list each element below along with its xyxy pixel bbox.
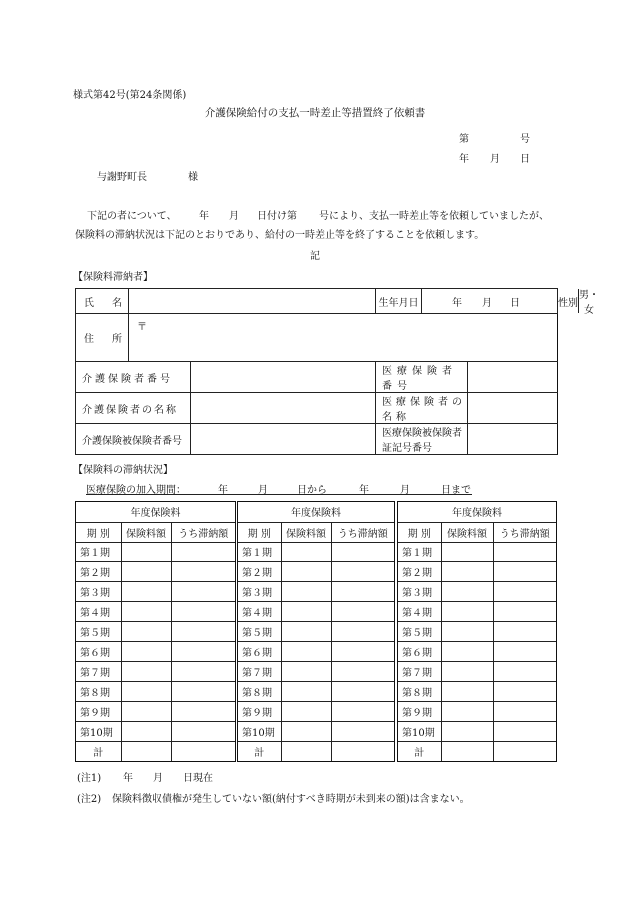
premium-cell[interactable] xyxy=(441,642,493,662)
section-title-payment-status: 【保険料の滞納状況】 xyxy=(73,465,173,476)
period-label: 第５期 xyxy=(238,622,281,642)
premium-cell[interactable] xyxy=(441,662,493,682)
premium-cell[interactable] xyxy=(281,602,331,622)
period-to-day: 日まで xyxy=(441,485,471,496)
premium-cell[interactable] xyxy=(281,662,331,682)
address-label-2: 所 xyxy=(112,334,122,345)
premium-cell[interactable] xyxy=(121,682,171,702)
doc-number-go: 号 xyxy=(520,134,530,145)
period-label: 第10期 xyxy=(398,722,441,742)
premium-cell[interactable] xyxy=(121,642,171,662)
form-number: 様式第42号(第24条関係) xyxy=(73,90,187,101)
name-label-2: 名 xyxy=(112,297,122,309)
premium-cell[interactable] xyxy=(441,682,493,702)
document-title: 介護保険給付の支払一時差止等措置終了依頼書 xyxy=(204,107,426,119)
col-period-header: 期 別 xyxy=(76,522,121,542)
fiscal-year-header: 年度保険料 xyxy=(238,502,394,522)
insurance-period-line xyxy=(86,481,472,495)
payment-table-3 xyxy=(397,501,557,762)
delinquent-cell[interactable] xyxy=(171,702,235,722)
sex-label-2: 別 xyxy=(568,297,579,309)
col-premium-header: 保険料額 xyxy=(441,522,493,542)
total-label: 計 xyxy=(238,742,281,761)
period-from-year: 年 xyxy=(218,485,228,496)
birth-day: 日 xyxy=(510,298,521,309)
period-label: 第７期 xyxy=(238,662,281,682)
fiscal-year-header: 年度保険料 xyxy=(398,502,556,522)
period-label: 第６期 xyxy=(398,642,441,662)
period-label: 第８期 xyxy=(398,682,441,702)
delinquent-cell[interactable] xyxy=(493,542,556,562)
medical-insured-card-label: 医療保険被保険者証記号番号 xyxy=(376,424,468,455)
premium-total-cell[interactable] xyxy=(281,742,331,761)
medical-insured-card-field[interactable] xyxy=(468,424,558,455)
premium-cell[interactable] xyxy=(441,582,493,602)
note-2-label: (注2) xyxy=(77,794,102,805)
period-label: 第７期 xyxy=(76,662,121,682)
note-1-label: (注1) xyxy=(77,773,102,784)
delinquent-cell[interactable] xyxy=(493,642,556,662)
addressee-name: 与謝野町長 xyxy=(97,172,147,183)
premium-cell[interactable] xyxy=(441,562,493,582)
note-2-text: 保険料徴収債権が発生していない額(納付すべき時期が未到来の額)は含まない。 xyxy=(112,794,470,805)
delinquent-cell[interactable] xyxy=(493,602,556,622)
premium-cell[interactable] xyxy=(281,702,331,722)
delinquent-cell[interactable] xyxy=(171,642,235,662)
delinquent-cell[interactable] xyxy=(493,562,556,582)
period-label: 第９期 xyxy=(398,702,441,722)
premium-cell[interactable] xyxy=(441,702,493,722)
period-label: 第２期 xyxy=(76,562,121,582)
note-1-year: 年 xyxy=(123,773,133,784)
section-title-delinquent: 【保険料滞納者】 xyxy=(73,272,153,283)
premium-cell[interactable] xyxy=(281,562,331,582)
col-period-header: 期 別 xyxy=(398,522,441,542)
premium-cell[interactable] xyxy=(441,602,493,622)
date-day: 日 xyxy=(520,154,530,165)
period-label: 第８期 xyxy=(238,682,281,702)
delinquent-cell[interactable] xyxy=(331,582,394,602)
delinquent-cell[interactable] xyxy=(331,642,394,662)
period-label: 第５期 xyxy=(398,622,441,642)
address-field[interactable] xyxy=(129,314,558,362)
col-premium-header: 保険料額 xyxy=(121,522,171,542)
premium-cell[interactable] xyxy=(121,562,171,582)
body-text-2: 保険料の滞納状況は下記のとおりであり、給付の一時差止等を終了することを依頼します。 xyxy=(75,230,485,241)
period-label: 第９期 xyxy=(76,702,121,722)
period-label: 第１期 xyxy=(398,542,441,562)
body-text-1b: 年 xyxy=(199,211,209,222)
period-label: 第３期 xyxy=(398,582,441,602)
total-label: 計 xyxy=(398,742,441,761)
delinquent-cell[interactable] xyxy=(331,562,394,582)
delinquent-cell[interactable] xyxy=(331,602,394,622)
period-label: 第１期 xyxy=(76,542,121,562)
note-1-day: 日現在 xyxy=(183,773,213,784)
delinquent-cell[interactable] xyxy=(171,682,235,702)
period-label: 第10期 xyxy=(238,722,281,742)
premium-cell[interactable] xyxy=(281,542,331,562)
period-to-month: 月 xyxy=(400,485,410,496)
payment-table-1 xyxy=(75,501,236,762)
premium-cell[interactable] xyxy=(441,542,493,562)
delinquent-cell[interactable] xyxy=(493,682,556,702)
period-label: 第10期 xyxy=(76,722,121,742)
premium-cell[interactable] xyxy=(121,722,171,742)
postal-mark: 〒 xyxy=(137,322,147,333)
delinquent-cell[interactable] xyxy=(493,722,556,742)
period-label: 第３期 xyxy=(238,582,281,602)
premium-cell[interactable] xyxy=(121,662,171,682)
period-label: 第１期 xyxy=(238,542,281,562)
period-label: 第９期 xyxy=(238,702,281,722)
period-label: 第７期 xyxy=(398,662,441,682)
premium-total-cell[interactable] xyxy=(441,742,493,761)
period-label: 第５期 xyxy=(76,622,121,642)
col-delinquent-header: うち滞納額 xyxy=(331,522,394,542)
delinquent-cell[interactable] xyxy=(171,602,235,622)
premium-cell[interactable] xyxy=(441,722,493,742)
payment-table-2 xyxy=(237,501,395,762)
medical-insurer-name-field[interactable] xyxy=(468,393,558,424)
care-insurer-name-field[interactable] xyxy=(191,393,376,424)
premium-cell[interactable] xyxy=(281,642,331,662)
delinquent-cell[interactable] xyxy=(493,622,556,642)
col-delinquent-header: うち滞納額 xyxy=(171,522,235,542)
body-text-1e: 号により、支払一時差止等を依頼していましたが、 xyxy=(319,211,549,222)
care-insurer-number-label: 介護保険者番号 xyxy=(76,362,191,393)
premium-cell[interactable] xyxy=(121,602,171,622)
date-year: 年 xyxy=(459,154,469,165)
period-label: 第８期 xyxy=(76,682,121,702)
premium-cell[interactable] xyxy=(281,582,331,602)
premium-cell[interactable] xyxy=(121,582,171,602)
period-label: 第３期 xyxy=(76,582,121,602)
medical-insurer-number-label: 医療保険者番号 xyxy=(376,362,468,393)
premium-cell[interactable] xyxy=(121,542,171,562)
col-period-header: 期 別 xyxy=(238,522,281,542)
delinquent-cell[interactable] xyxy=(171,722,235,742)
doc-number-dai: 第 xyxy=(459,134,469,145)
medical-insurer-name-label: 医療保険者の名称 xyxy=(376,393,468,424)
delinquent-cell[interactable] xyxy=(171,662,235,682)
delinquent-cell[interactable] xyxy=(171,622,235,642)
premium-cell[interactable] xyxy=(281,622,331,642)
period-label: 第４期 xyxy=(76,602,121,622)
care-insurer-number-field[interactable] xyxy=(191,362,376,393)
period-label: 医療保険の加入期間： xyxy=(86,485,186,496)
delinquent-cell[interactable] xyxy=(331,682,394,702)
period-label: 第２期 xyxy=(238,562,281,582)
addressee-honorific: 様 xyxy=(188,172,198,183)
name-field[interactable] xyxy=(129,289,376,314)
total-label: 計 xyxy=(76,742,121,761)
care-insurer-name-label: 介護保険者の名称 xyxy=(76,393,191,424)
delinquent-cell[interactable] xyxy=(171,562,235,582)
care-insured-number-field[interactable] xyxy=(191,424,376,455)
col-delinquent-header: うち滞納額 xyxy=(493,522,556,542)
period-label: 第４期 xyxy=(238,602,281,622)
sex-label-1: 性 xyxy=(558,297,569,309)
period-label: 第４期 xyxy=(398,602,441,622)
period-to-year: 年 xyxy=(359,485,369,496)
delinquent-cell[interactable] xyxy=(331,662,394,682)
premium-cell[interactable] xyxy=(121,622,171,642)
body-text-1d: 日付け第 xyxy=(257,211,297,222)
col-premium-header: 保険料額 xyxy=(281,522,331,542)
person-info-table xyxy=(75,288,600,455)
delinquent-cell[interactable] xyxy=(331,722,394,742)
delinquent-cell[interactable] xyxy=(331,622,394,642)
period-label: 第６期 xyxy=(238,642,281,662)
period-from-month: 月 xyxy=(258,485,268,496)
delinquent-cell[interactable] xyxy=(331,542,394,562)
body-text-1c: 月 xyxy=(229,211,239,222)
sex-value[interactable]: 男・女 xyxy=(579,290,600,316)
ki-marker: 記 xyxy=(310,251,320,262)
delinquent-cell[interactable] xyxy=(171,542,235,562)
period-label: 第２期 xyxy=(398,562,441,582)
period-from-day: 日から xyxy=(297,485,327,496)
delinquent-cell[interactable] xyxy=(493,582,556,602)
premium-cell[interactable] xyxy=(281,682,331,702)
delinquent-total-cell[interactable] xyxy=(171,742,235,761)
medical-insurer-number-field[interactable] xyxy=(468,362,558,393)
date-month: 月 xyxy=(490,154,500,165)
premium-cell[interactable] xyxy=(281,722,331,742)
premium-cell[interactable] xyxy=(441,622,493,642)
delinquent-total-cell[interactable] xyxy=(493,742,556,761)
delinquent-total-cell[interactable] xyxy=(331,742,394,761)
note-1-month: 月 xyxy=(153,773,163,784)
birth-label: 生年月日 xyxy=(376,289,422,314)
body-text-1a: 下記の者について、 xyxy=(87,211,177,222)
delinquent-cell[interactable] xyxy=(171,582,235,602)
premium-total-cell[interactable] xyxy=(121,742,171,761)
fiscal-year-header: 年度保険料 xyxy=(76,502,235,522)
premium-cell[interactable] xyxy=(121,702,171,722)
birth-year: 年 xyxy=(452,298,463,309)
period-label: 第６期 xyxy=(76,642,121,662)
delinquent-cell[interactable] xyxy=(331,702,394,722)
delinquent-cell[interactable] xyxy=(493,662,556,682)
care-insured-number-label: 介護保険被保険者番号 xyxy=(76,424,191,455)
birth-month: 月 xyxy=(482,298,493,309)
name-label-1: 氏 xyxy=(84,297,94,309)
address-label-1: 住 xyxy=(84,334,94,345)
delinquent-cell[interactable] xyxy=(493,702,556,722)
